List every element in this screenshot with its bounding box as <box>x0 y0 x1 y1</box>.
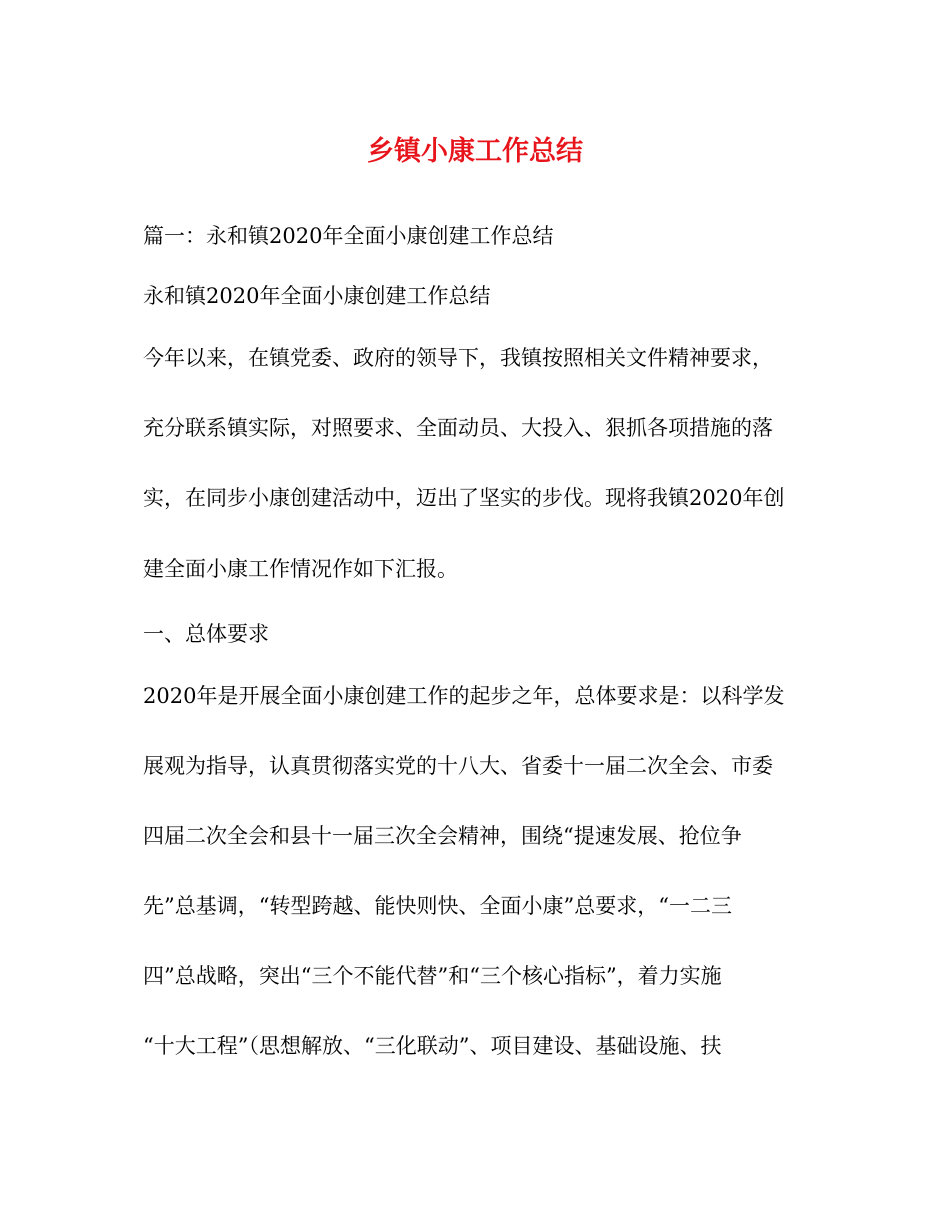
paragraph-line: 充分联系镇实际，对照要求、全面动员、大投入、狠抓各项措施的落 <box>143 416 773 440</box>
paragraph-line: 2020年是开展全面小康创建工作的起步之年，总体要求是：以科学发 <box>143 684 785 708</box>
paragraph-line: 实，在同步小康创建活动中，迈出了坚实的步伐。现将我镇2020年创 <box>143 486 785 510</box>
heading-article-one: 篇一：永和镇2020年全面小康创建工作总结 <box>143 224 554 248</box>
paragraph-line: 先”总基调，“转型跨越、能快则快、全面小康”总要求，“一二三 <box>143 894 732 918</box>
paragraph-line: 展观为指导，认真贯彻落实党的十八大、省委十一届二次全会、市委 <box>143 754 773 778</box>
document-title: 乡镇小康工作总结 <box>367 136 583 167</box>
paragraph-line: 四”总战略，突出“三个不能代替”和“三个核心指标”，着力实施 <box>143 964 722 988</box>
paragraph-line: 四届二次全会和县十一届三次全会精神，围绕“提速发展、抢位争 <box>143 824 742 848</box>
section-heading: 一、总体要求 <box>143 622 269 646</box>
paragraph-line: “十大工程”（思想解放、“三化联动”、项目建设、基础设施、扶 <box>143 1034 722 1058</box>
paragraph-line: 建全面小康工作情况作如下汇报。 <box>143 557 458 581</box>
subtitle-line: 永和镇2020年全面小康创建工作总结 <box>143 284 491 308</box>
paragraph-line: 今年以来，在镇党委、政府的领导下，我镇按照相关文件精神要求， <box>143 346 773 370</box>
